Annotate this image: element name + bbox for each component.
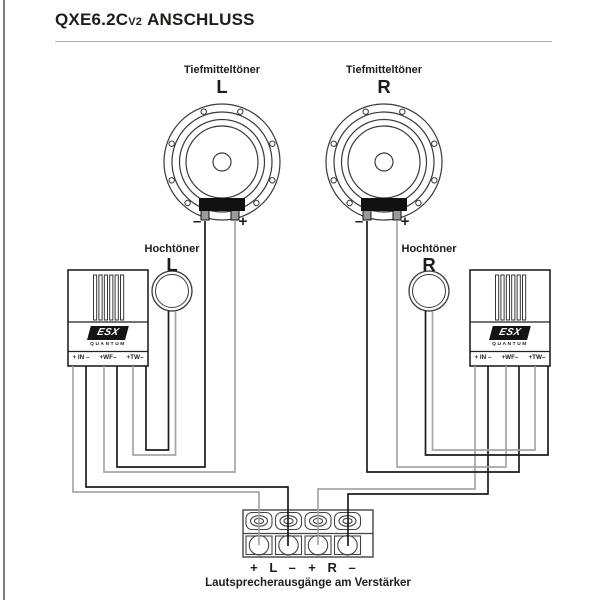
title-variant: V2	[128, 16, 143, 28]
woofer-left-channel-label: L	[216, 76, 228, 97]
crossover-left-brand-logo: ESX	[87, 326, 129, 340]
crossover-right-series-label: QUANTUM	[492, 342, 528, 347]
woofer-right-plus-sign: +	[400, 213, 410, 230]
crossover-left-series-label: QUANTUM	[90, 342, 126, 347]
crossover-right-terminal-tw-label: +TW–	[528, 354, 546, 361]
tweeter-right-type-label: Hochtöner	[401, 243, 457, 255]
woofer-left-drawing	[164, 104, 280, 220]
tweeter-left-drawing	[152, 271, 192, 311]
woofer-left-minus-sign: –	[192, 213, 202, 230]
wire-right-in-negative	[348, 366, 488, 546]
crossover-right-brand-logo: ESX	[489, 326, 531, 340]
woofer-right-minus-sign: –	[354, 213, 364, 230]
tweeter-right-drawing	[409, 271, 449, 311]
title-model: QXE6.2C	[55, 10, 129, 29]
amp-left-channel-label: + L –	[250, 560, 298, 575]
woofer-right-channel-label: R	[377, 76, 391, 97]
crossover-left-terminal-wf-label: +WF–	[99, 354, 117, 361]
crossover-right-terminal-in-label: + IN –	[474, 354, 492, 361]
woofer-right-drawing	[326, 104, 442, 220]
amp-right-channel-label: + R –	[308, 560, 358, 575]
title-word: ANSCHLUSS	[147, 10, 255, 29]
amp-caption: Lautsprecherausgänge am Verstärker	[205, 577, 411, 589]
crossover-left-terminal-in-label: + IN –	[72, 354, 90, 361]
amp-terminal-block-drawing	[243, 510, 373, 557]
woofer-left-type-label: Tiefmitteltöner	[183, 64, 261, 76]
crossover-left-drawing	[68, 270, 148, 366]
tweeter-left-channel-label: L	[166, 254, 178, 275]
woofer-right-type-label: Tiefmitteltöner	[345, 64, 423, 76]
woofer-left-plus-sign: +	[238, 213, 248, 230]
tweeter-left-type-label: Hochtöner	[144, 243, 200, 255]
crossover-right-drawing	[470, 270, 550, 366]
wire-left-tweeter-negative	[146, 311, 169, 450]
crossover-right-terminal-wf-label: +WF–	[501, 354, 519, 361]
tweeter-right-channel-label: R	[422, 254, 436, 275]
crossover-left-terminal-tw-label: +TW–	[126, 354, 144, 361]
